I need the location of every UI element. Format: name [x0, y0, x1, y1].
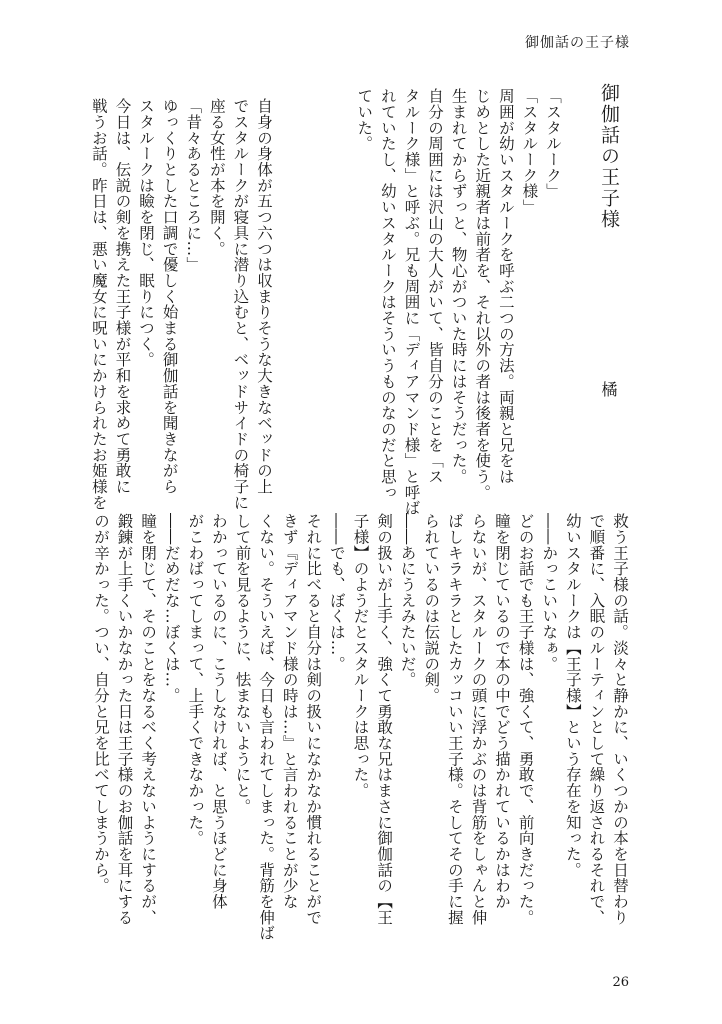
text-line: 幼いスタルークは【王子様】という存在を知った。	[563, 513, 582, 878]
text-line: 瞳を閉じて、そのことをなるべく考えないようにするが、	[139, 513, 158, 926]
text-line: 自分の周囲には沢山の大人がいて、皆自分のことを「ス	[426, 88, 445, 485]
running-header: 御伽話の王子様	[525, 35, 630, 51]
text-line: でスタルークが寝具に潜り込むと、ベッドサイドの椅子に	[231, 98, 250, 511]
text-line: ――あにうえみたいだ。	[398, 513, 417, 688]
text-block-bottom	[85, 513, 631, 955]
text-line: して前を見るように、怯まないようにと。	[233, 513, 252, 815]
text-line: くない。そういえば、今日も言われてしまった。背筋を伸ば	[257, 513, 276, 941]
text-line: 救う王子様の話。淡々と静かに、いくつかの本を日替わり	[611, 513, 629, 926]
text-line: 鍛錬が上手くいかなかった日は王子様のお伽話を耳にする	[115, 513, 134, 926]
text-line: ばしキラキラとしたカッコいい王子様。そしてその手に握	[445, 513, 464, 926]
text-line: ゆっくりとした口調で優しく始まる御伽話を聞きながら	[160, 98, 179, 495]
title-block	[581, 83, 631, 483]
text-line: 剣の扱いが上手く、強くて勇敢な兄はまさに御伽話の【王	[375, 513, 394, 926]
text-line: 戦うお話。昨日は、悪い魔女に呪いにかけられたお姫様を	[89, 98, 108, 511]
text-line: 子様】のようだとスタルークは思った。	[351, 513, 370, 799]
text-line: のが辛かった。つい、自分と兄を比べてしまうから。	[91, 513, 110, 894]
text-line: 自身の身体が五つ六つは収まりそうな大きなベッドの上	[255, 98, 273, 495]
text-line: ――でも、ぼくは…。	[327, 513, 346, 672]
text-line: 瞳を閉じているので本の中でどう描かれているかはわか	[493, 513, 512, 910]
text-line: 「昔々あるところに…」	[184, 98, 203, 273]
text-line: 「スタルーク」	[544, 88, 562, 199]
text-line: がこわばってしまって、上手くできなかった。	[186, 513, 205, 846]
page-number: 26	[612, 975, 629, 990]
text-line: じめとした近親者は前者を、それ以外の者は後者を使う。	[473, 88, 492, 501]
text-line: きず『ディアマンド様の時は…』と言われることが少な	[280, 513, 299, 910]
text-line: ていた。	[355, 88, 374, 152]
text-line: 周囲が幼いスタルークを呼ぶ二つの方法。両親と兄をは	[496, 88, 515, 485]
text-line: れていたし、幼いスタルークはそういうものなのだと思っ	[378, 88, 397, 501]
story-title: 御伽話の王子様	[598, 83, 620, 230]
text-line: 生まれてからずっと、物心がついた時にはそうだった。	[449, 88, 468, 485]
text-line: 今日は、伝説の剣を携えた王子様が平和を求めて勇敢に	[113, 98, 132, 495]
text-line: らないが、スタルークの頭に浮かぶのは背筋をしゃんと伸	[469, 513, 488, 926]
text-line: ――かっこいいなぁ。	[540, 513, 559, 672]
author-name: 橘	[599, 381, 618, 399]
text-line: タルーク様」と呼ぶ。兄も周囲に「ディアマンド様」と呼ば	[402, 88, 421, 516]
text-block-top-left	[85, 98, 275, 511]
text-line: どのお話でも王子様は、強くて、勇敢で、前向きだった。	[516, 513, 535, 926]
text-line: 座る女性が本を開く。	[207, 98, 226, 257]
text-line: ――だめだな…ぼくは…。	[162, 513, 181, 704]
text-line: られているのは伝説の剣。	[422, 513, 441, 704]
text-line: それに比べると自分は剣の扱いになかなか慣れることがで	[304, 513, 323, 926]
text-line: スタルークは瞼を閉じ、眠りにつく。	[137, 98, 156, 368]
text-block-top-right	[324, 88, 564, 516]
text-line: 「スタルーク様」	[520, 88, 539, 215]
text-line: で順番に、入眠のルーティンとして繰り返されるそれで、	[587, 513, 606, 926]
text-line: わかっているのに、こうしなければ、と思うほどに身体	[209, 513, 228, 910]
